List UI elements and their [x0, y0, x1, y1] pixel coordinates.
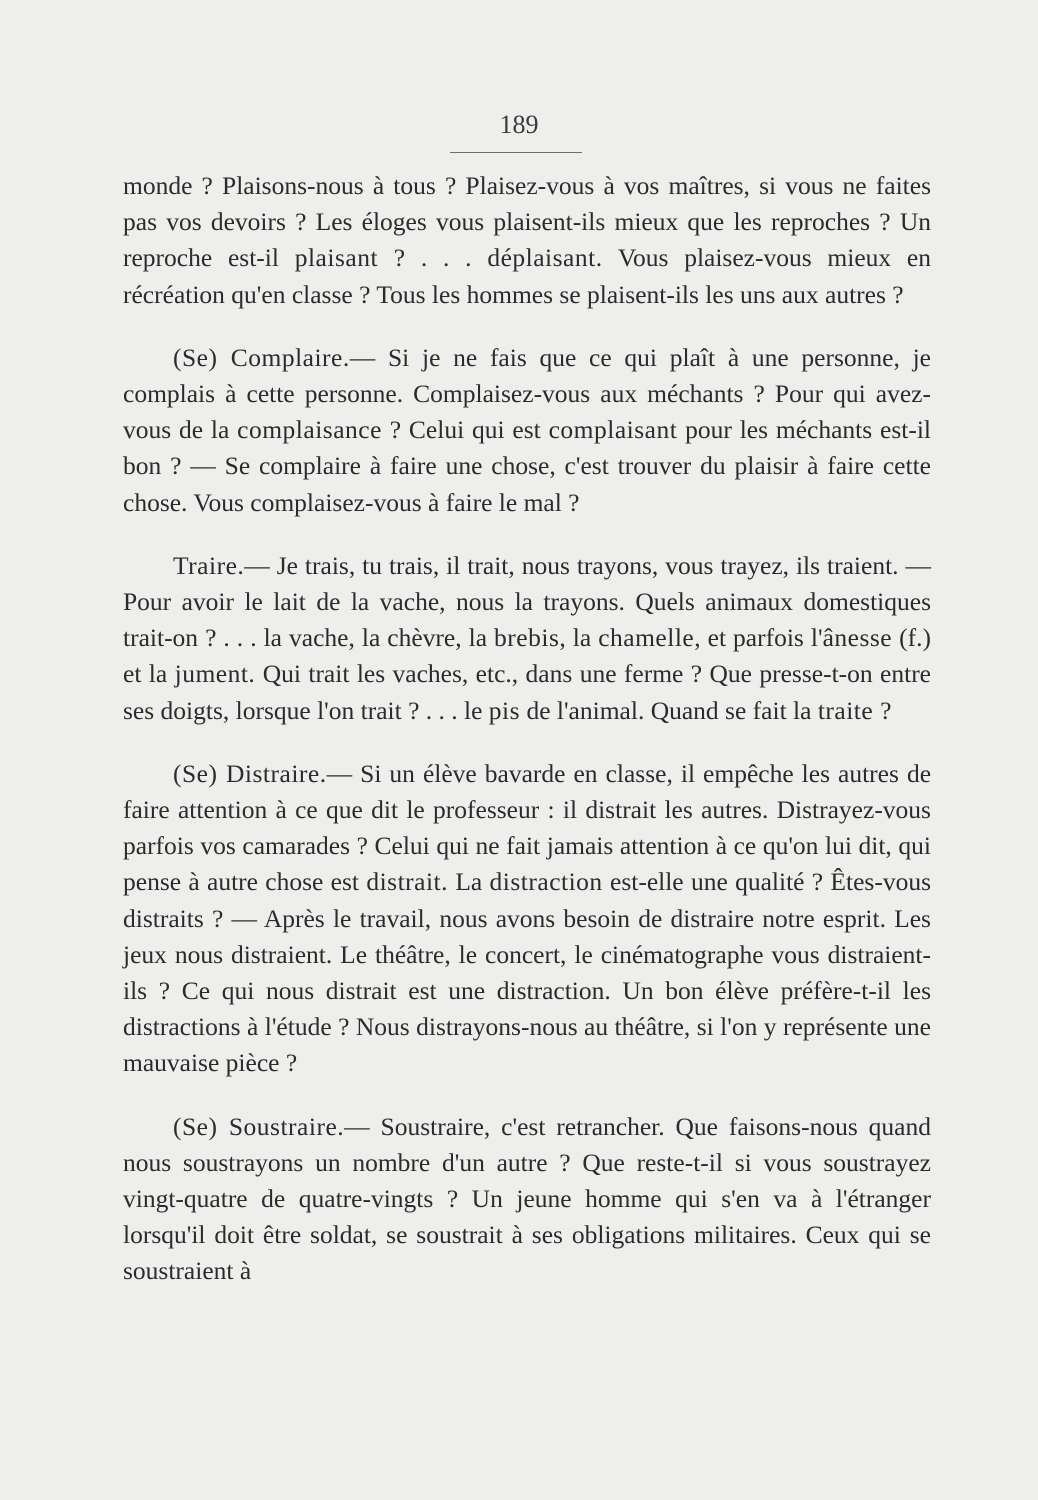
paragraph-traire — [123, 548, 931, 729]
page-number: 189 — [499, 110, 539, 139]
defined-term: complaisance — [237, 415, 382, 445]
body-text: ? . . . — [378, 243, 488, 273]
defined-term: traite ? — [817, 695, 892, 725]
paragraph-plaire-continued — [123, 168, 931, 313]
body-text: de l'animal. Quand se fait la — [520, 695, 818, 725]
defined-term: (Se) Distraire. — [173, 758, 327, 788]
body-text: , la — [559, 623, 599, 653]
body-text: est-elle une qualité ? Êtes-vous distraits ? — Après le travail, nous avons besoin de distraire notre esprit. Les jeux nous distraient. Le théâtre, le concert, le cinématographe vous distraient-ils ? Ce qui nous distrait est une distraction. Un bon élève préfère-t-il les distractions à l'étude ? Nous distrayons-nous au théâtre, si l'on y représente une mauvaise pièce ? — [123, 867, 931, 1078]
defined-term: distrait. — [366, 867, 449, 897]
defined-term: déplaisant. — [487, 243, 603, 273]
body-text: Qui trait les vaches, etc., dans une ferme ? Que presse-t-on entre ses doigts, lorsque l'on trait ? . . . le — [123, 659, 932, 725]
header-rule — [450, 152, 582, 153]
body-text: ? Celui qui est — [381, 415, 549, 445]
defined-term: (Se) Complaire. — [173, 342, 350, 372]
defined-term: ânesse — [822, 623, 893, 653]
paragraph-se-distraire — [123, 756, 931, 1082]
paragraph-se-complaire — [123, 340, 931, 521]
body-text: — Si je ne fais que ce qui plaît à une personne, je complais à cette personne. Complaisez-vous aux méchants ? Pour qui avez-vous de la — [123, 342, 932, 445]
defined-term: brebis — [494, 623, 560, 653]
body-text: (f.) et la — [123, 623, 931, 689]
body-text: pour les méchants est-il bon ? — Se complaire à faire une chose, c'est trouver du plaisir à faire cette chose. Vous complaisez-vous à faire le mal ? — [123, 415, 931, 517]
body-text: — Je trais, tu trais, il trait, nous trayons, vous trayez, ils traient. — Pour avoir le lait de la vache, nous la trayons. Quels animaux domestiques trait-on ? . . . la vache, la chèvre, la — [123, 550, 931, 653]
defined-term: complaisant — [548, 415, 678, 445]
page-body — [123, 168, 931, 1290]
paragraph-se-soustraire — [123, 1109, 931, 1290]
defined-term: distraction — [489, 867, 603, 897]
defined-term: jument. — [174, 659, 256, 689]
body-text: — Si un élève bavarde en classe, il empêche les autres de faire attention à ce que dit le professeur : il distrait les autres. Distrayez-vous parfois vos camarades ? Celui qui ne fait jamais attention à ce qu'on lui dit, qui pense à autre chose est — [123, 758, 932, 897]
body-text: , et parfois l' — [694, 623, 823, 653]
body-text: monde ? Plaisons-nous à tous ? Plaisez-vous à vos maîtres, si vous ne faites pas vos devoirs ? Les éloges vous plaisent-ils mieux que les reproches ? Un reproche est-il — [123, 171, 931, 273]
body-text: La — [448, 867, 490, 897]
defined-term: plaisant — [294, 243, 379, 273]
defined-term: pis — [488, 695, 521, 725]
defined-term: (Se) Soustraire. — [173, 1111, 345, 1141]
body-text: Vous plaisez-vous mieux en récréation qu'en classe ? Tous les hommes se plaisent-ils les uns aux autres ? — [123, 243, 931, 309]
body-text: — Soustraire, c'est retrancher. Que faisons-nous quand nous soustrayons un nombre d'un autre ? Que reste-t-il si vous soustrayez vingt-quatre de quatre-vingts ? Un jeune homme qui s'en va à l'étranger lorsqu'il doit être soldat, se soustrait à ses obligations militaires. Ceux qui se soustraient à — [123, 1111, 931, 1286]
defined-term: Traire. — [173, 550, 245, 580]
defined-term: chamelle — [598, 623, 695, 653]
